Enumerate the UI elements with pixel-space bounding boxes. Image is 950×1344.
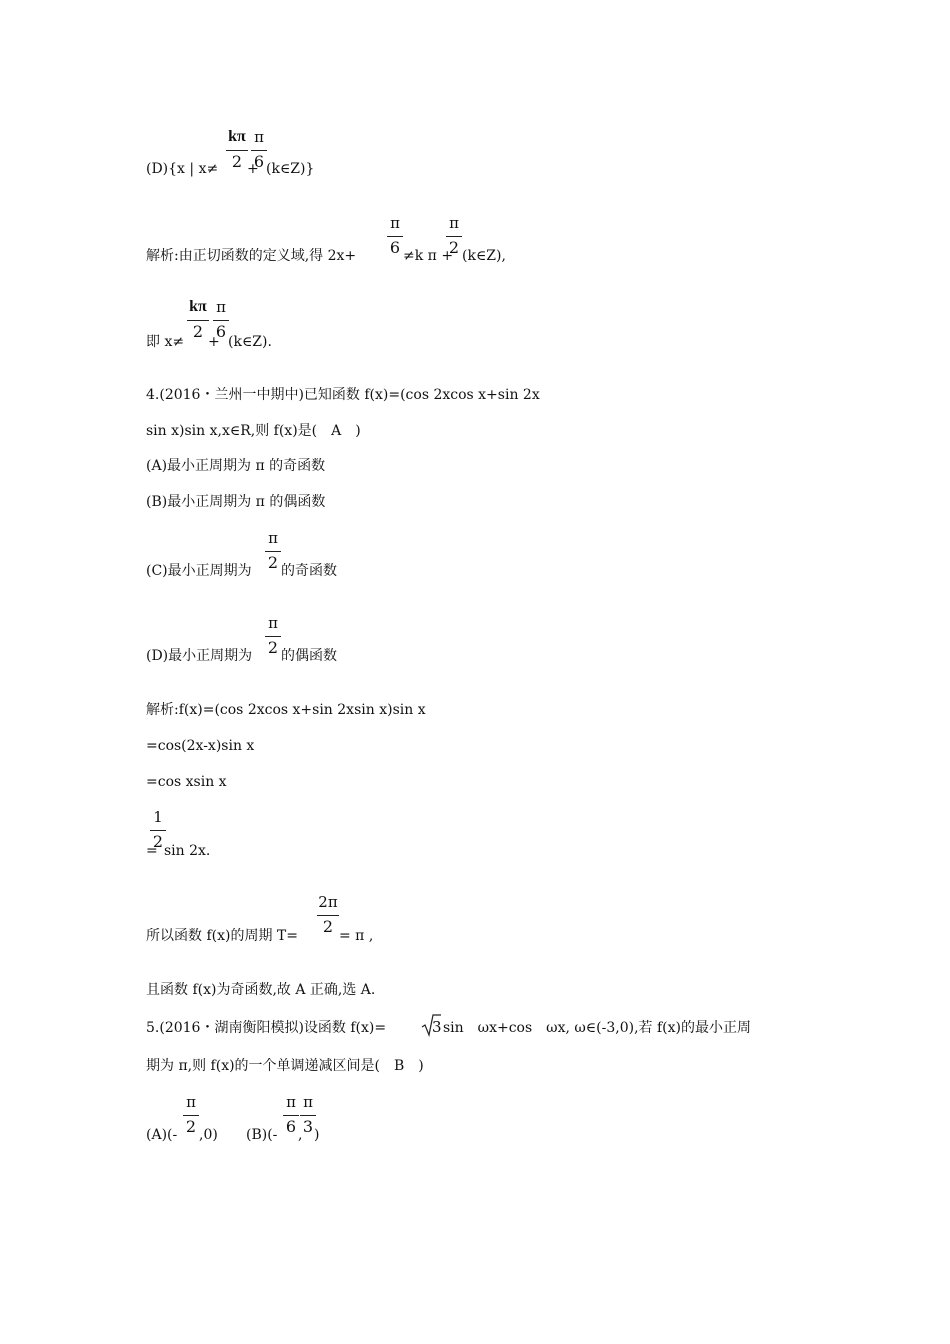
option-d-post: (k∈Z)} — [266, 161, 315, 177]
q4-solution-line1: 解析:f(x)=(cos 2xcos x+sin 2xsin x)sin x — [146, 702, 426, 718]
fraction-pi-over-2: π 2 — [181, 1093, 201, 1141]
equals-pi-text: = π , — [339, 928, 374, 944]
result-pre: 即 x≠ — [146, 334, 185, 350]
comma: , — [298, 1127, 303, 1143]
analysis-pre: 解析:由正切函数的定义域,得 2x+ — [146, 248, 357, 264]
fraction-1-over-2: 1 2 — [148, 808, 168, 856]
q5-option-a-tail: ,0) — [199, 1127, 218, 1143]
q4-option-c-tail: 的奇函数 — [281, 563, 337, 579]
fraction-pi-over-6: π 6 — [211, 298, 231, 346]
q5-option-b-tail: ) — [314, 1127, 320, 1143]
q4-stem-line2: sin x)sin x,x∈R,则 f(x)是( A ) — [146, 423, 361, 439]
q4-option-b: (B)最小正周期为 π 的偶函数 — [146, 494, 326, 510]
q4-option-c-label: (C)最小正周期为 — [146, 563, 252, 579]
q4-solution-line6: 且函数 f(x)为奇函数,故 A 正确,选 A. — [146, 982, 376, 998]
q5-option-a-label: (A)(- — [146, 1127, 178, 1143]
equals-sign: = — [146, 843, 158, 859]
q4-solution-line2: =cos(2x-x)sin x — [146, 738, 255, 754]
fraction-kpi-over-2: kπ 2 — [224, 128, 250, 176]
fraction-pi-over-2: π 2 — [444, 214, 464, 262]
period-text: 所以函数 f(x)的周期 T= — [146, 928, 298, 944]
plus-sign: + — [247, 161, 259, 177]
option-d-pre: (D){x | x≠ — [146, 161, 219, 177]
q4-solution-line3: =cos xsin x — [146, 774, 227, 790]
fraction-pi-over-3: π 3 — [298, 1093, 318, 1141]
q4-option-d-tail: 的偶函数 — [281, 648, 337, 664]
fraction-pi-over-6: π 6 — [249, 128, 269, 176]
result-post: (k∈Z). — [228, 334, 272, 350]
q5-stem-pre: 5.(2016・湖南衡阳模拟)设函数 f(x)= — [146, 1020, 387, 1036]
fraction-pi-over-2: π 2 — [263, 529, 283, 577]
q4-option-d-label: (D)最小正周期为 — [146, 648, 253, 664]
q4-option-a: (A)最小正周期为 π 的奇函数 — [146, 458, 326, 474]
analysis-mid: ≠k π + — [403, 248, 454, 264]
plus-sign: + — [208, 334, 220, 350]
fraction-pi-over-2: π 2 — [263, 614, 283, 662]
analysis-post: (k∈Z), — [462, 248, 506, 264]
fraction-pi-over-6: π 6 — [385, 214, 405, 262]
fraction-pi-over-6: π 6 — [281, 1093, 301, 1141]
q4-stem-line1: 4.(2016・兰州一中期中)已知函数 f(x)=(cos 2xcos x+sin 2x — [146, 387, 540, 403]
fraction-2pi-over-2: 2π 2 — [318, 893, 338, 936]
sqrt-radicand: 3 — [432, 1018, 442, 1036]
sin-2x-text: sin 2x. — [164, 843, 211, 859]
q5-stem-post: sin ωx+cos ωx, ω∈(-3,0),若 f(x)的最小正周 — [443, 1020, 751, 1036]
fraction-kpi-over-2: kπ 2 — [185, 298, 211, 346]
q5-option-b-label: (B)(- — [246, 1127, 278, 1143]
q5-stem-line2: 期为 π,则 f(x)的一个单调递减区间是( B ) — [146, 1058, 424, 1074]
